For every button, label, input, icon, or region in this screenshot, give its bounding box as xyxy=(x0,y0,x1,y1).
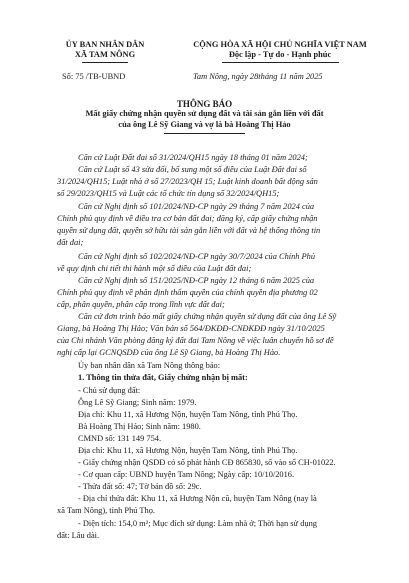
basis-line: Căn cứ Nghị định số 102/2024/NĐ-CP ngày 30/7/2024 của Chính Phủ xyxy=(78,252,316,261)
info-line: - Chủ sử dụng đất: xyxy=(78,386,141,395)
basis-line: Căn cứ Luật số 43 sửa đổi, bổ sung một số điều của Luật Đất đai số xyxy=(78,165,307,174)
basis-line: Căn cứ Luật Đất đai số 31/2024/QH15 ngày 18 tháng 01 năm 2024; xyxy=(78,153,308,162)
info-line: Bà Hoàng Thị Hảo; Sinh năm: 1980. xyxy=(78,422,201,431)
basis-line: của Chi nhánh Văn phòng đăng ký đất đai Tam Nông về việc luân chuyển hồ sơ đề xyxy=(57,336,334,345)
basis-line: đất đai; xyxy=(57,238,84,247)
motto: Độc lập - Tự do - Hạnh phúc xyxy=(228,50,332,59)
info-line: - Cơ quan cấp: UBND huyện Tam Nông; Ngày cấp: 10/10/2016. xyxy=(78,470,295,479)
title-underline xyxy=(164,133,245,134)
info-line: xã Tam Nông), tỉnh Phú Thọ. xyxy=(57,506,155,515)
basis-line: Chính phủ quy định về điều tra cơ bản đất đai; đăng ký, cấp giấy chứng nhận xyxy=(57,214,318,223)
info-line: - Giấy chứng nhận QSDĐ có số phát hành CĐ 865830, số vào sổ CH-01022. xyxy=(78,458,336,467)
info-line: - Diện tích: 154,0 m²; Mục đích sử dụng: Làm nhà ở; Thời hạn sử dụng xyxy=(78,519,317,528)
info-line: CMND số: 131 149 754. xyxy=(78,434,162,443)
doc-subtitle-2: của ông Lê Sỹ Giang và vợ là bà Hoàng Thị Hảo xyxy=(118,120,291,129)
basis-line: Căn cứ Nghị định số 151/2025/NĐ-CP ngày 12 tháng 6 năm 2025 của xyxy=(78,276,315,285)
motto-underline xyxy=(222,62,339,63)
org-underline xyxy=(82,62,128,63)
doc-number: Số: 75 /TB-UBND xyxy=(62,72,126,81)
basis-line: Chính phủ quy định về phân định thẩm quyền của chính quyền địa phương 02 xyxy=(57,288,318,297)
basis-line: Căn cứ đơn trình báo mất giấy chứng nhận quyền sử dụng đất của ông Lê Sỹ xyxy=(78,312,337,321)
place-date: Tam Nông, ngày 28tháng 11 năm 2025 xyxy=(193,72,323,81)
announce-line: Ủy ban nhân dân xã Tam Nông thông báo: xyxy=(78,361,221,370)
basis-line: 31/2024/QH15; Luật nhà ở số 27/2023/QH 15; Luật kinh doanh bất động sản xyxy=(57,177,318,186)
doc-subtitle-1: Mất giấy chứng nhận quyền sử dụng đất và tài sản gắn liền với đất xyxy=(85,109,324,118)
basis-line: nghị cấp lại GCNQSDĐ của ông Lê Sỹ Giang, bà Hoàng Thị Hảo. xyxy=(57,348,281,357)
basis-line: về quy định chi tiết thi hành một số điều của Luật đất đai; xyxy=(57,264,252,273)
section-heading: 1. Thông tin thửa đất, Giấy chứng nhận bị mất: xyxy=(78,373,248,382)
info-line: Ông Lê Sỹ Giang; Sinh năm: 1979. xyxy=(78,398,197,407)
basis-line: số 29/2023/QH15 và Luật các tổ chức tín dụng số 32/2024/QH15; xyxy=(57,189,280,198)
info-line: Địa chỉ: Khu 11, xã Hương Nộn, huyện Tam Nông, tỉnh Phú Thọ. xyxy=(78,446,298,455)
info-line: - Địa chỉ thửa đất: Khu 11, xã Hương Nộn cũ, huyện Tam Nông (nay là xyxy=(78,494,317,503)
country-name: CỘNG HÒA XÃ HỘI CHỦ NGHĨA VIỆT NAM xyxy=(193,40,367,49)
basis-line: cấp, phân quyền, phân cấp trong lĩnh vực đất đai; xyxy=(57,300,225,309)
org-line-2: XÃ TAM NÔNG xyxy=(74,50,136,59)
info-line: Địa chỉ: Khu 11, xã Hương Nộn, huyện Tam Nông, tỉnh Phú Thọ. xyxy=(78,410,298,419)
org-line-1: ỦY BAN NHÂN DÂN xyxy=(65,40,145,49)
basis-line: quyền sử dụng đất, quyền sở hữu tài sản gắn liền với đất và hệ thống thông tin xyxy=(57,226,321,235)
basis-line: Căn cứ Nghị định số 101/2024/NĐ-CP ngày 29 tháng 7 năm 2024 của xyxy=(78,202,315,211)
info-line: đất: Lâu dài. xyxy=(57,531,100,540)
basis-line: Giang, bà Hoàng Thị Hảo; Văn bản số 564/ĐKĐĐ-CNĐKĐĐ ngày 31/10/2025 xyxy=(57,324,325,333)
info-line: - Thửa đất số: 47; Tờ bản đồ số: 29c. xyxy=(78,482,202,491)
doc-title: THÔNG BÁO xyxy=(176,99,233,109)
